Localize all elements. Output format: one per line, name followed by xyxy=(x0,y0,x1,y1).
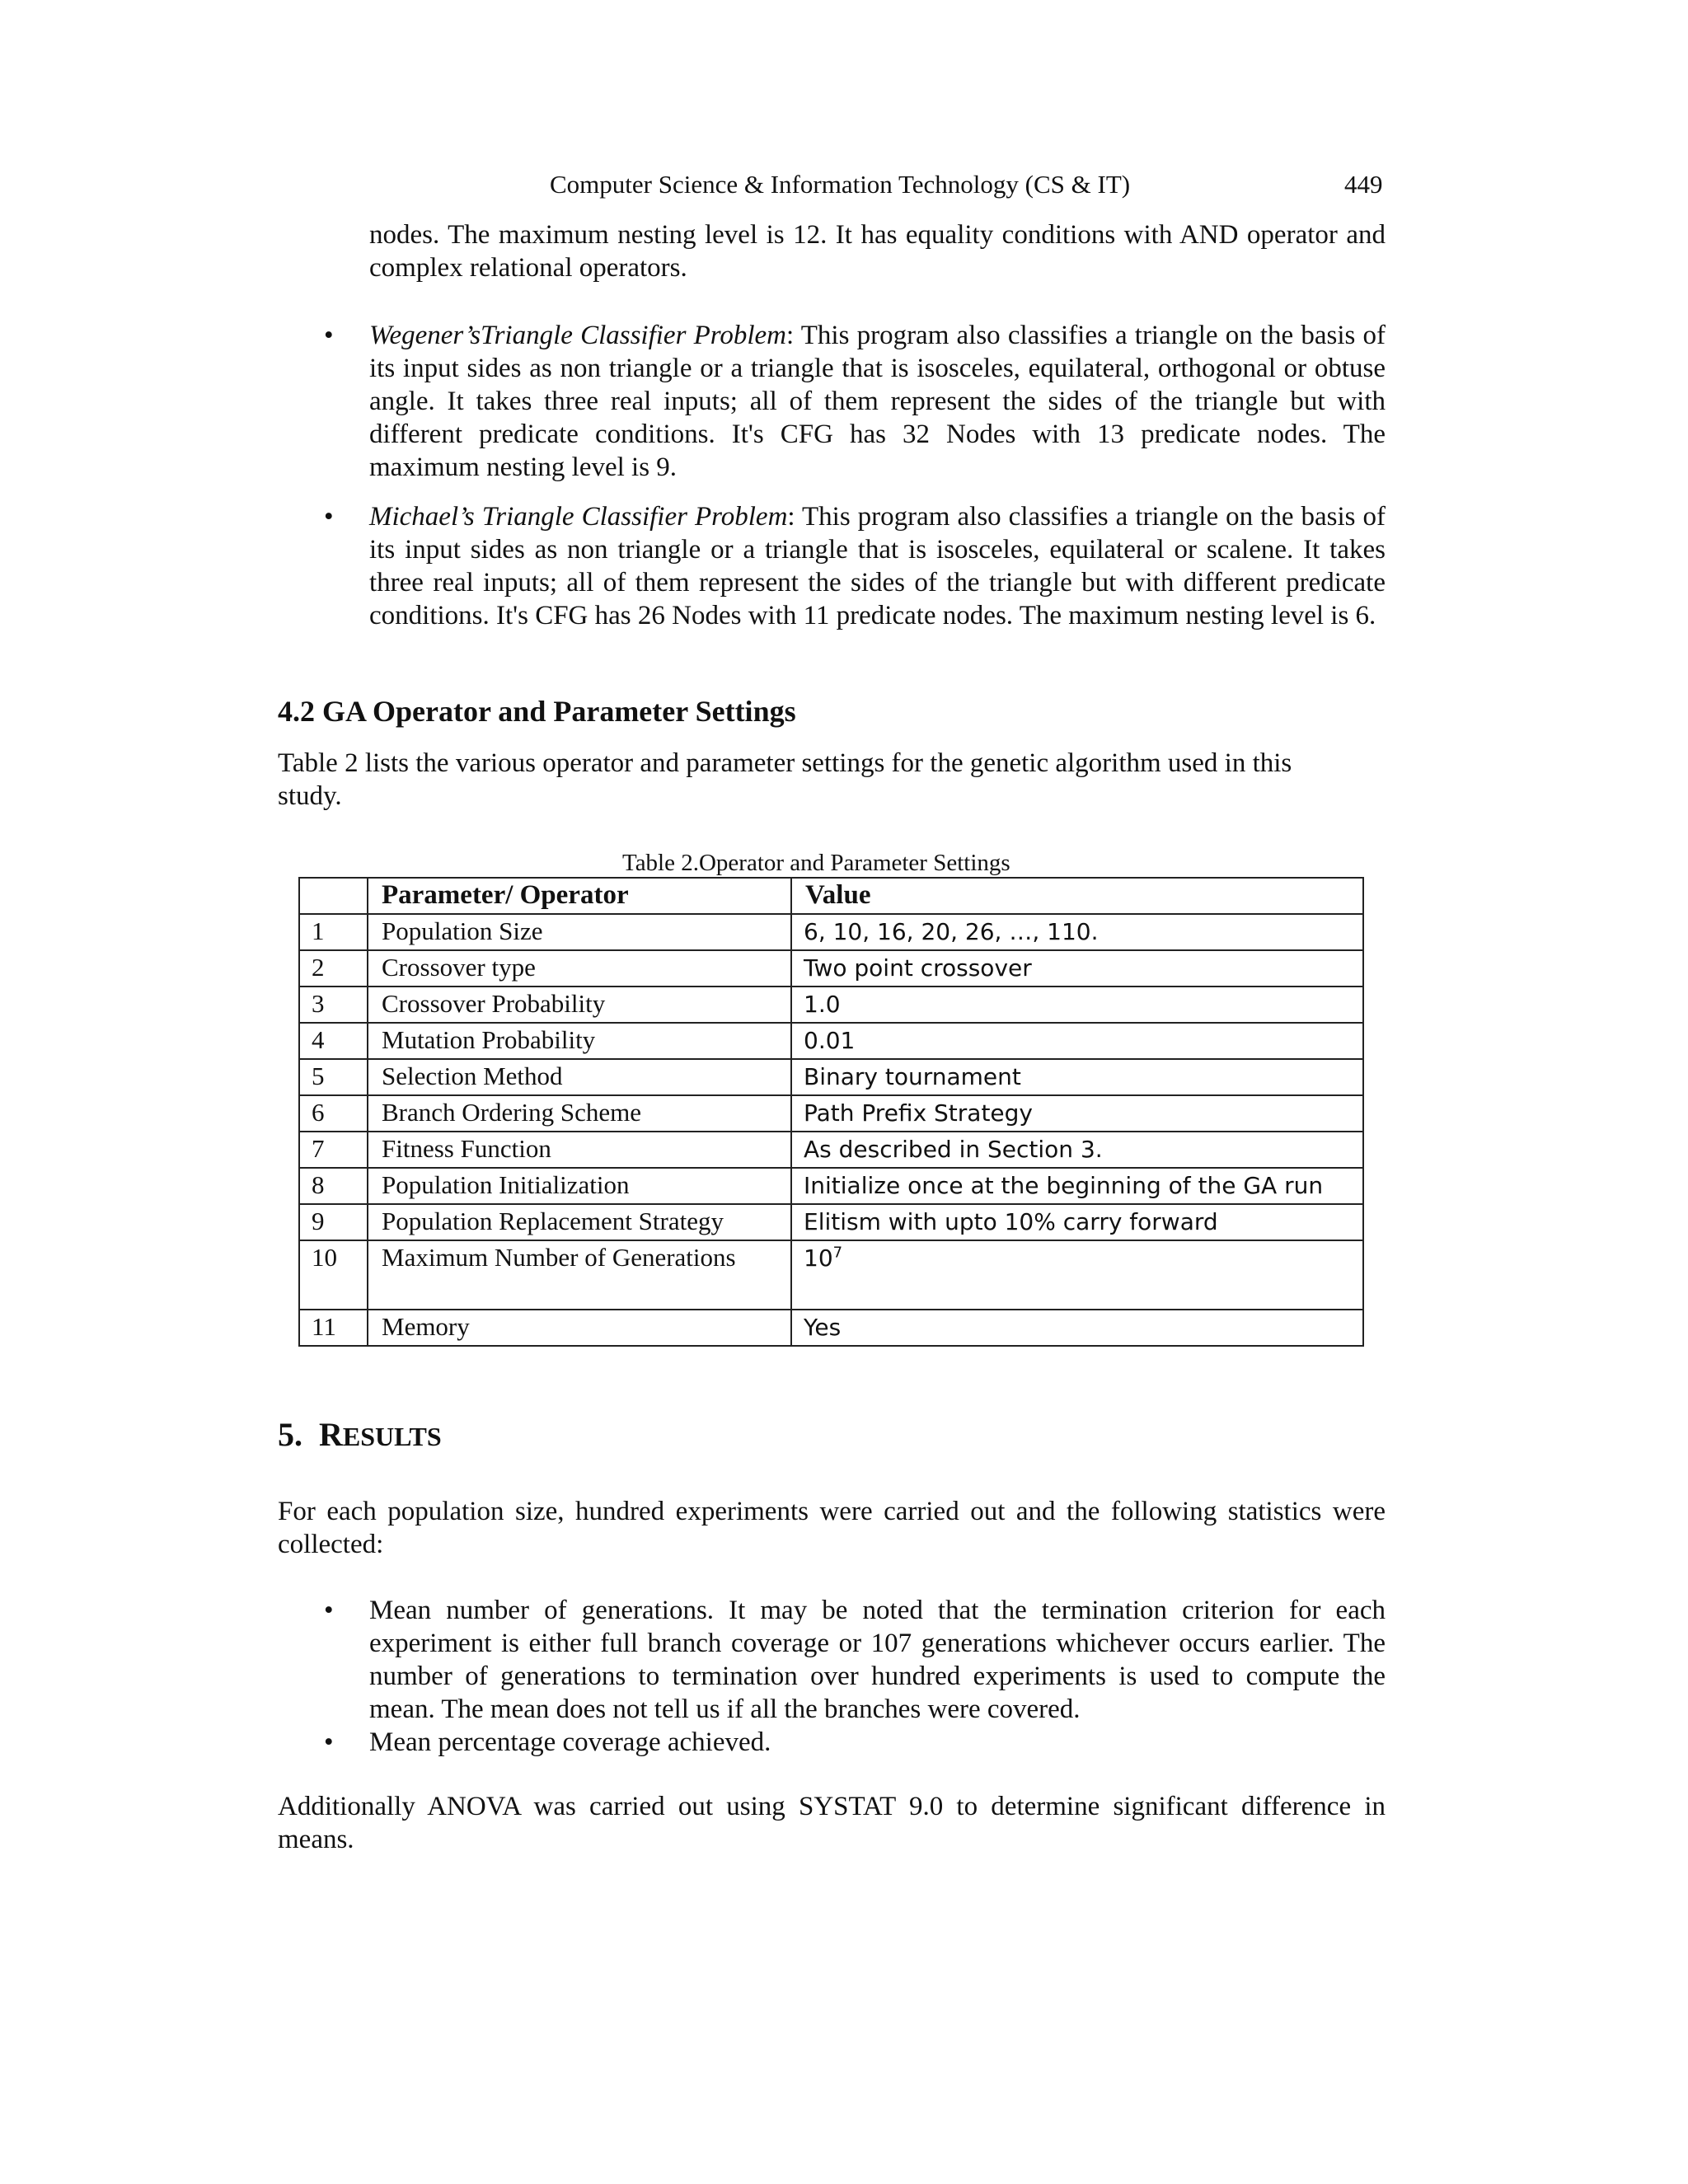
row-value: 0.01 xyxy=(791,1023,1363,1059)
table-row xyxy=(299,1204,1363,1240)
section-5-intro: For each population size, hundred experiments were carried out and the following statistics were collected: xyxy=(278,1497,1386,1559)
bullet-term: Wegener’sTriangle Classifier Problem xyxy=(369,321,787,350)
row-value xyxy=(791,1240,1363,1310)
section-title-rest: ESULTS xyxy=(342,1422,442,1451)
header-parameter: Parameter/ Operator xyxy=(368,878,791,914)
section-4-2-text: Table 2 lists the various operator and parameter settings for the genetic algorithm used in this study. xyxy=(278,748,1292,811)
row-index: 4 xyxy=(299,1023,368,1059)
table-row xyxy=(299,987,1363,1023)
bullet-dot: • xyxy=(324,321,334,350)
row-value: Yes xyxy=(791,1310,1363,1346)
row-index: 11 xyxy=(299,1310,368,1346)
bullet-michael xyxy=(369,500,1386,632)
row-index: 1 xyxy=(299,914,368,950)
row-index: 8 xyxy=(299,1168,368,1204)
bullet-dot: • xyxy=(324,1596,334,1625)
table-row xyxy=(299,1310,1363,1346)
section-4-2-heading: 4.2 GA Operator and Parameter Settings xyxy=(278,695,796,728)
table-row xyxy=(299,950,1363,987)
row-index: 2 xyxy=(299,950,368,987)
row-index: 7 xyxy=(299,1132,368,1168)
section-5-closing: Additionally ANOVA was carried out using SYSTAT 9.0 to determine significant difference in means. xyxy=(278,1792,1386,1854)
row-value: Binary tournament xyxy=(791,1059,1363,1095)
bullet-dot: • xyxy=(324,1727,334,1757)
row-value: As described in Section 3. xyxy=(791,1132,1363,1168)
row-index: 9 xyxy=(299,1204,368,1240)
table-row xyxy=(299,1023,1363,1059)
row-value: Two point crossover xyxy=(791,950,1363,987)
table-row xyxy=(299,1240,1363,1310)
table-header-row xyxy=(299,878,1363,914)
row-index: 10 xyxy=(299,1240,368,1310)
row-parameter: Mutation Probability xyxy=(368,1023,791,1059)
row-parameter: Crossover Probability xyxy=(368,987,791,1023)
results-bullet-coverage: Mean percentage coverage achieved. xyxy=(369,1727,771,1757)
bullet-text: : This program also classifies a triangle on the basis of its input sides as non triangle or a triangle that is isosceles, equilateral, orthogonal or obtuse angle. It takes three real inputs; all of them represent the sides of the triangle but with different predicate conditions. It's CFG has 32 Nodes with 13 predicate nodes. The maximum nesting level is 9. xyxy=(369,321,1386,482)
section-number: 5. xyxy=(278,1416,302,1453)
row-value: Elitism with upto 10% carry forward xyxy=(791,1204,1363,1240)
table-row xyxy=(299,914,1363,950)
table-row xyxy=(299,1059,1363,1095)
row-index: 3 xyxy=(299,987,368,1023)
running-head: Computer Science & Information Technology (CS & IT) xyxy=(550,170,1131,199)
table-row xyxy=(299,1168,1363,1204)
row-value: 1.0 xyxy=(791,987,1363,1023)
results-bullet-generations: Mean number of generations. It may be noted that the termination criterion for each experiment is either full branch coverage or 107 generations whichever occurs earlier. The number of generations to termination over hundred experiments is used to compute the mean. The mean does not tell us if all the branches were covered. xyxy=(369,1596,1386,1724)
row-parameter: Population Initialization xyxy=(368,1168,791,1204)
row-parameter: Selection Method xyxy=(368,1059,791,1095)
bullet-term: Michael’s Triangle Classifier Problem xyxy=(369,502,788,532)
section-5-heading xyxy=(278,1416,442,1455)
row-index: 6 xyxy=(299,1095,368,1132)
row-value: Path Prefix Strategy xyxy=(791,1095,1363,1132)
row-parameter: Population Replacement Strategy xyxy=(368,1204,791,1240)
row-value: Initialize once at the beginning of the GA run xyxy=(791,1168,1363,1204)
row-parameter: Crossover type xyxy=(368,950,791,987)
table-row xyxy=(299,1132,1363,1168)
header-index xyxy=(299,878,368,914)
row-parameter: Fitness Function xyxy=(368,1132,791,1168)
row-parameter: Branch Ordering Scheme xyxy=(368,1095,791,1132)
row-index: 5 xyxy=(299,1059,368,1095)
parameter-table xyxy=(298,877,1364,1347)
page-number: 449 xyxy=(1344,170,1383,199)
row-parameter: Maximum Number of Generations xyxy=(368,1240,791,1310)
value-base: 10 xyxy=(804,1244,833,1272)
row-parameter: Memory xyxy=(368,1310,791,1346)
bullet-wegener xyxy=(369,319,1386,484)
intro-continuation: nodes. The maximum nesting level is 12. It has equality conditions with AND operator and complex relational operators. xyxy=(369,220,1386,283)
row-value: 6, 10, 16, 20, 26, …, 110. xyxy=(791,914,1363,950)
section-title-initial: R xyxy=(319,1416,343,1453)
table-caption: Table 2.Operator and Parameter Settings xyxy=(622,850,1010,876)
row-parameter: Population Size xyxy=(368,914,791,950)
bullet-text: : This program also classifies a triangle on the basis of its input sides as non triangle or a triangle that is isosceles, equilateral or scalene. It takes three real inputs; all of them represent the sides of the triangle but with different predicate conditions. It's CFG has 26 Nodes with 11 predicate nodes. The maximum nesting level is 6. xyxy=(369,502,1386,630)
table-row xyxy=(299,1095,1363,1132)
header-value: Value xyxy=(791,878,1363,914)
value-exponent: 7 xyxy=(832,1244,843,1262)
bullet-dot: • xyxy=(324,502,334,532)
